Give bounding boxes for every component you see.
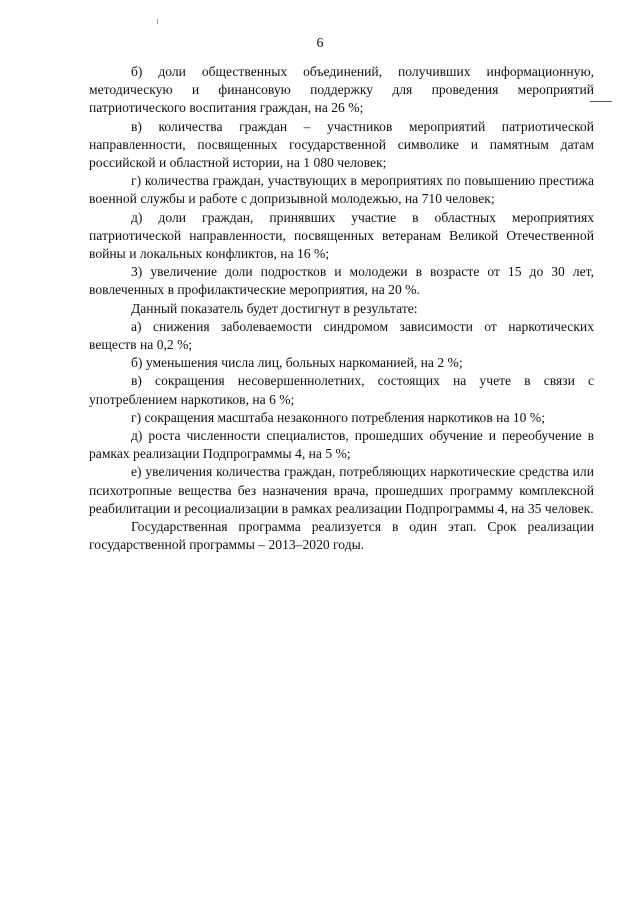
document-body [89, 63, 594, 554]
paragraph-item-v-minors: в) сокращения несовершеннолетних, состоящих на учете в связи с употреблением наркотиков, на 6 %; [89, 373, 594, 407]
page-number: 6 [316, 36, 324, 51]
paragraph-item-e-rehabilitation: е) увеличения количества граждан, потребляющих наркотические средства или психотропные вещества без назначения врача, прошедших программу комплексной реабилитации и ресоциализации в рамках реализации Подпрограммы 4, на 35 человек. [89, 464, 594, 516]
paragraph-item-g-illegal-use: г) сокращения масштаба незаконного потребления наркотиков на 10 %; [131, 409, 545, 425]
scan-artifact [157, 19, 158, 24]
paragraph-item-d-veterans-events: д) доли граждан, принявших участие в областных мероприятиях патриотической направленности, посвященных ветеранам Великой Отечественной войны и локальных конфликтов, на 16 %; [89, 209, 594, 262]
paragraph-item-g-military-prestige: г) количества граждан, участвующих в мероприятиях по повышению престижа военной службы и работе с допризывной молодежью, на 710 человек; [89, 173, 594, 207]
paragraph-item-a-morbidity: а) снижения заболеваемости синдромом зависимости от наркотических веществ на 0,2 %; [89, 318, 594, 353]
paragraph-item-d-specialists: д) роста численности специалистов, прошедших обучение и переобучение в рамках реализации Подпрограммы 4, на 5 %; [89, 428, 594, 462]
paragraph-item-b-addicts: б) уменьшения числа лиц, больных наркоманией, на 2 %; [131, 355, 463, 371]
paragraph-item-v-patriotic-events: в) количества граждан – участников мероприятий патриотической направленности, посвященных государственной символике и памятным датам российской и областной истории, на 1 080 человек; [89, 118, 594, 171]
paragraph-program-term: Государственная программа реализуется в один этап. Срок реализации государственной программы – 2013–2020 годы. [89, 519, 594, 553]
paragraph-indicator-intro: Данный показатель будет достигнут в результате: [131, 300, 418, 316]
paragraph-item-b-public-associations: б) доли общественных объединений, получивших информационную, методическую и финансовую поддержку для проведения мероприятий патриотического воспитания граждан, на 26 %; [89, 64, 594, 116]
paragraph-item-3-youth-prevention: 3) увеличение доли подростков и молодежи в возрасте от 15 до 30 лет, вовлеченных в профилактические мероприятия, на 20 %. [89, 264, 594, 298]
